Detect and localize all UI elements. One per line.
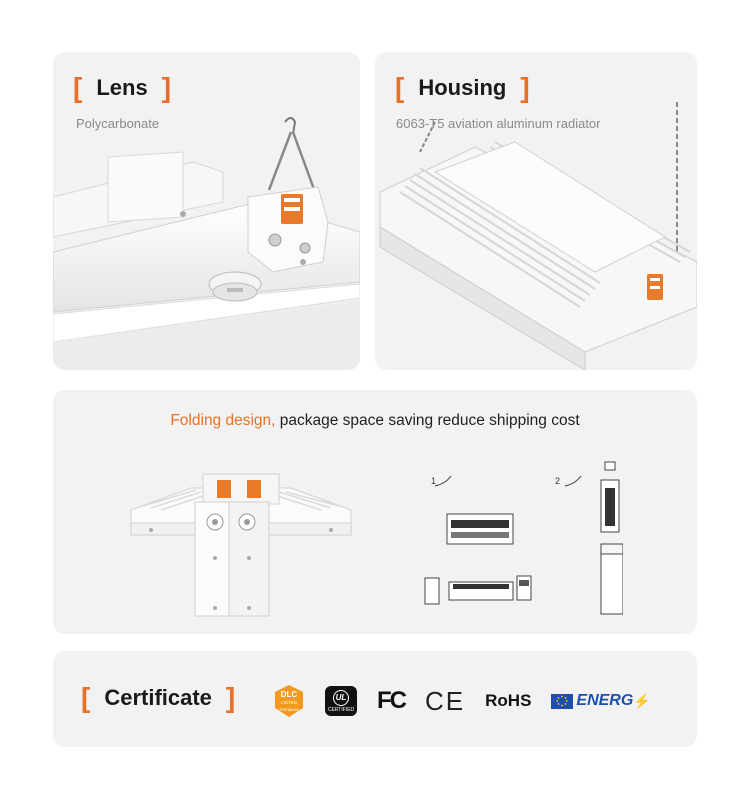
step-2-diagram: [543, 458, 623, 618]
lens-product-image: [53, 52, 360, 370]
folding-highlight: Folding design,: [170, 412, 276, 429]
housing-product-image: [375, 52, 697, 370]
fcc-logo: FC: [377, 687, 405, 714]
bracket-open: [: [395, 72, 405, 103]
energy-text: ENERG: [576, 692, 634, 709]
certificate-heading: [81, 684, 235, 712]
eu-flag-icon: [551, 694, 573, 709]
ul-certified-logo: [325, 686, 357, 716]
bracket-open: [: [81, 682, 91, 713]
folded-fixture-image: [121, 468, 361, 618]
energy-star-logo: [551, 692, 650, 710]
svg-text:LISTED: LISTED: [281, 700, 297, 705]
folding-caption: [53, 412, 697, 430]
svg-text:PREMIUM: PREMIUM: [279, 707, 299, 712]
bracket-open: [: [73, 72, 83, 103]
certificate-card: [53, 651, 697, 747]
step-1-label: 1: [431, 476, 437, 486]
bracket-close: ]: [225, 682, 236, 713]
step-2-label: 2: [555, 476, 561, 486]
folding-card: [53, 390, 697, 634]
housing-card: [375, 52, 697, 370]
bracket-close: ]: [520, 72, 530, 103]
certificate-title: Certificate: [104, 685, 212, 710]
certification-logos: [273, 681, 671, 721]
lens-subtitle: Polycarbonate: [76, 116, 160, 131]
ul-mark: UL: [333, 690, 349, 706]
ul-sub: CERTIFIED: [327, 706, 355, 713]
dlc-logo: [273, 684, 305, 718]
housing-title: Housing: [418, 75, 507, 100]
lightning-icon: ⚡: [633, 692, 651, 709]
folding-text: package space saving reduce shipping cost: [275, 412, 580, 429]
lens-card: [53, 52, 360, 370]
step-1-diagram: [413, 470, 553, 610]
svg-text:DLC: DLC: [280, 690, 298, 699]
lens-title: Lens: [96, 75, 148, 100]
ce-logo: CE: [425, 685, 466, 716]
rohs-logo: RoHS: [485, 691, 532, 710]
bracket-close: ]: [161, 72, 172, 103]
housing-subtitle: 6063-T5 aviation aluminum radiator: [396, 116, 601, 131]
